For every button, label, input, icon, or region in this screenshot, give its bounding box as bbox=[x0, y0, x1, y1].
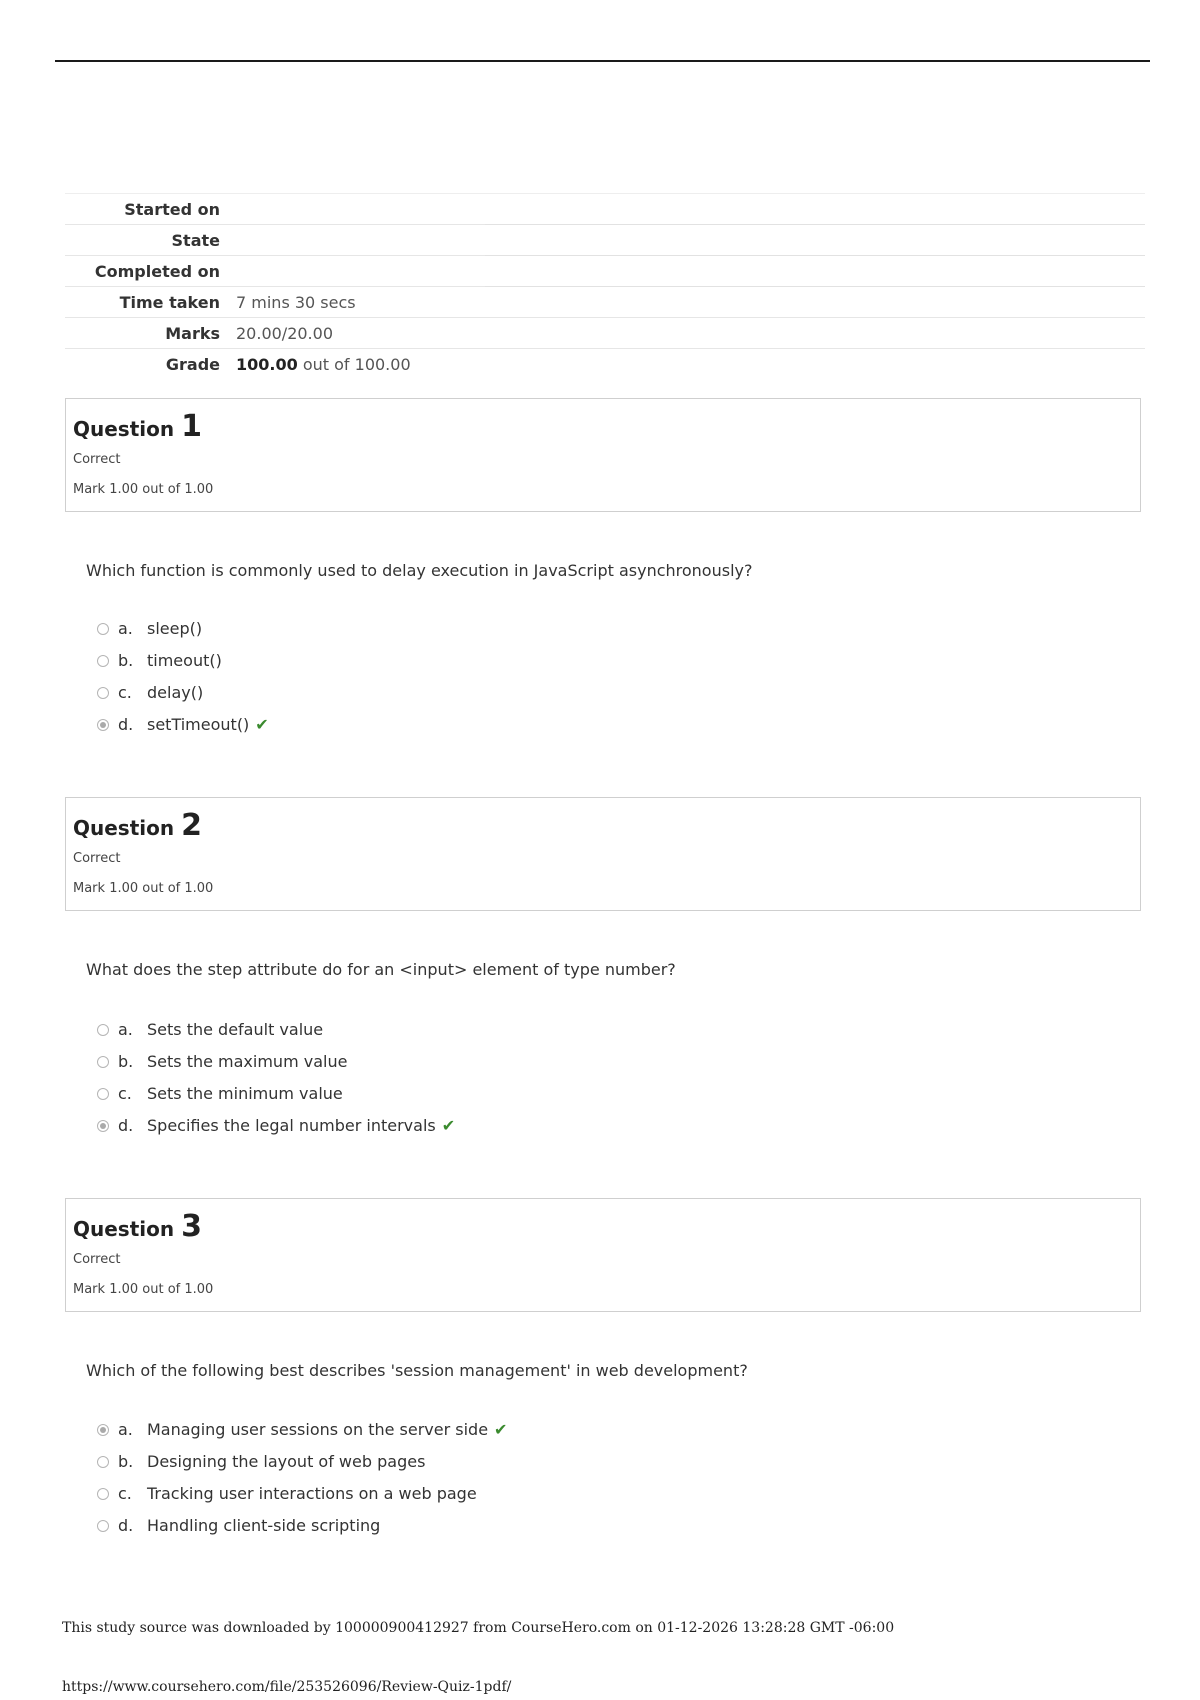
quiz-summary-table bbox=[65, 193, 1145, 381]
question-info-box bbox=[65, 1198, 1141, 1312]
radio-button[interactable] bbox=[97, 623, 109, 635]
answer-letter: b. bbox=[118, 1052, 134, 1071]
answer-text: setTimeout() bbox=[147, 715, 250, 734]
question-label: Question bbox=[73, 417, 175, 441]
summary-row-time-taken bbox=[65, 287, 1145, 318]
question-state: Correct bbox=[73, 1252, 121, 1267]
radio-button[interactable] bbox=[97, 1088, 109, 1100]
radio-button[interactable] bbox=[97, 1456, 109, 1468]
question-title bbox=[73, 409, 202, 444]
radio-button[interactable] bbox=[97, 1520, 109, 1532]
answer-letter: d. bbox=[118, 1116, 134, 1135]
summary-row-state bbox=[65, 225, 1145, 256]
source-url-link[interactable]: https://www.coursehero.com/file/253526096/Review-Quiz-1pdf/ bbox=[62, 1679, 512, 1695]
radio-button-selected[interactable] bbox=[97, 1424, 109, 1436]
answer-letter: d. bbox=[118, 715, 134, 734]
question-info-box bbox=[65, 797, 1141, 911]
summary-label: Grade bbox=[165, 355, 220, 374]
answer-text: Sets the maximum value bbox=[147, 1052, 348, 1071]
radio-button[interactable] bbox=[97, 655, 109, 667]
radio-button-selected[interactable] bbox=[97, 1120, 109, 1132]
summary-value bbox=[236, 355, 411, 374]
answer-letter: a. bbox=[118, 1420, 133, 1439]
summary-label: Marks bbox=[165, 324, 220, 343]
download-source-notice: This study source was downloaded by 100000900412927 from CourseHero.com on 01-12-2026 13:28:28 GMT -06:00 bbox=[62, 1620, 895, 1636]
summary-row-marks bbox=[65, 318, 1145, 349]
question-text: Which of the following best describes 'session management' in web development? bbox=[86, 1361, 748, 1380]
answer-text: sleep() bbox=[147, 619, 203, 638]
question-number: 3 bbox=[181, 1209, 202, 1244]
answer-text: Handling client-side scripting bbox=[147, 1516, 381, 1535]
question-number: 1 bbox=[181, 409, 202, 444]
answer-text-wrap bbox=[147, 1116, 455, 1135]
summary-label: State bbox=[171, 231, 220, 250]
question-text: What does the step attribute do for an <input> element of type number? bbox=[86, 960, 676, 979]
answer-letter: a. bbox=[118, 1020, 133, 1039]
grade-out-of: out of 100.00 bbox=[297, 355, 411, 374]
summary-value: 20.00/20.00 bbox=[236, 324, 333, 343]
radio-button[interactable] bbox=[97, 1024, 109, 1036]
answer-letter: c. bbox=[118, 1484, 132, 1503]
question-state: Correct bbox=[73, 851, 121, 866]
answer-text: Sets the default value bbox=[147, 1020, 324, 1039]
question-text: Which function is commonly used to delay execution in JavaScript asynchronously? bbox=[86, 561, 753, 580]
answer-text: Designing the layout of web pages bbox=[147, 1452, 426, 1471]
answer-text-wrap bbox=[147, 1420, 507, 1439]
answer-letter: b. bbox=[118, 1452, 134, 1471]
answer-letter: c. bbox=[118, 683, 132, 702]
answer-text-wrap bbox=[147, 715, 269, 734]
summary-label: Started on bbox=[124, 200, 220, 219]
question-mark: Mark 1.00 out of 1.00 bbox=[73, 881, 214, 896]
answer-text: timeout() bbox=[147, 651, 222, 670]
question-mark: Mark 1.00 out of 1.00 bbox=[73, 1282, 214, 1297]
radio-button[interactable] bbox=[97, 1056, 109, 1068]
answer-text: Sets the minimum value bbox=[147, 1084, 343, 1103]
summary-label: Completed on bbox=[94, 262, 220, 281]
answer-text: delay() bbox=[147, 683, 204, 702]
answer-letter: a. bbox=[118, 619, 133, 638]
question-title bbox=[73, 1209, 202, 1244]
question-label: Question bbox=[73, 1217, 175, 1241]
question-mark: Mark 1.00 out of 1.00 bbox=[73, 482, 214, 497]
correct-check-icon: ✔ bbox=[441, 1116, 456, 1135]
answer-text: Tracking user interactions on a web page bbox=[147, 1484, 477, 1503]
summary-label: Time taken bbox=[119, 293, 220, 312]
grade-score: 100.00 bbox=[236, 355, 298, 374]
summary-row-started-on bbox=[65, 194, 1145, 225]
question-title bbox=[73, 808, 202, 843]
summary-row-grade bbox=[65, 349, 1145, 381]
answer-text: Managing user sessions on the server side bbox=[147, 1420, 489, 1439]
summary-row-completed-on bbox=[65, 256, 1145, 287]
correct-check-icon: ✔ bbox=[494, 1420, 508, 1439]
correct-check-icon: ✔ bbox=[255, 715, 269, 734]
answer-letter: c. bbox=[118, 1084, 132, 1103]
radio-button-selected[interactable] bbox=[97, 719, 109, 731]
summary-value: 7 mins 30 secs bbox=[236, 293, 356, 312]
question-state: Correct bbox=[73, 452, 121, 467]
answer-letter: b. bbox=[118, 651, 134, 670]
question-number: 2 bbox=[181, 808, 202, 843]
radio-button[interactable] bbox=[97, 1488, 109, 1500]
answer-letter: d. bbox=[118, 1516, 134, 1535]
question-label: Question bbox=[73, 816, 175, 840]
question-info-box bbox=[65, 398, 1141, 512]
answer-text: Specifies the legal number intervals bbox=[147, 1116, 436, 1135]
top-divider bbox=[55, 60, 1150, 62]
radio-button[interactable] bbox=[97, 687, 109, 699]
